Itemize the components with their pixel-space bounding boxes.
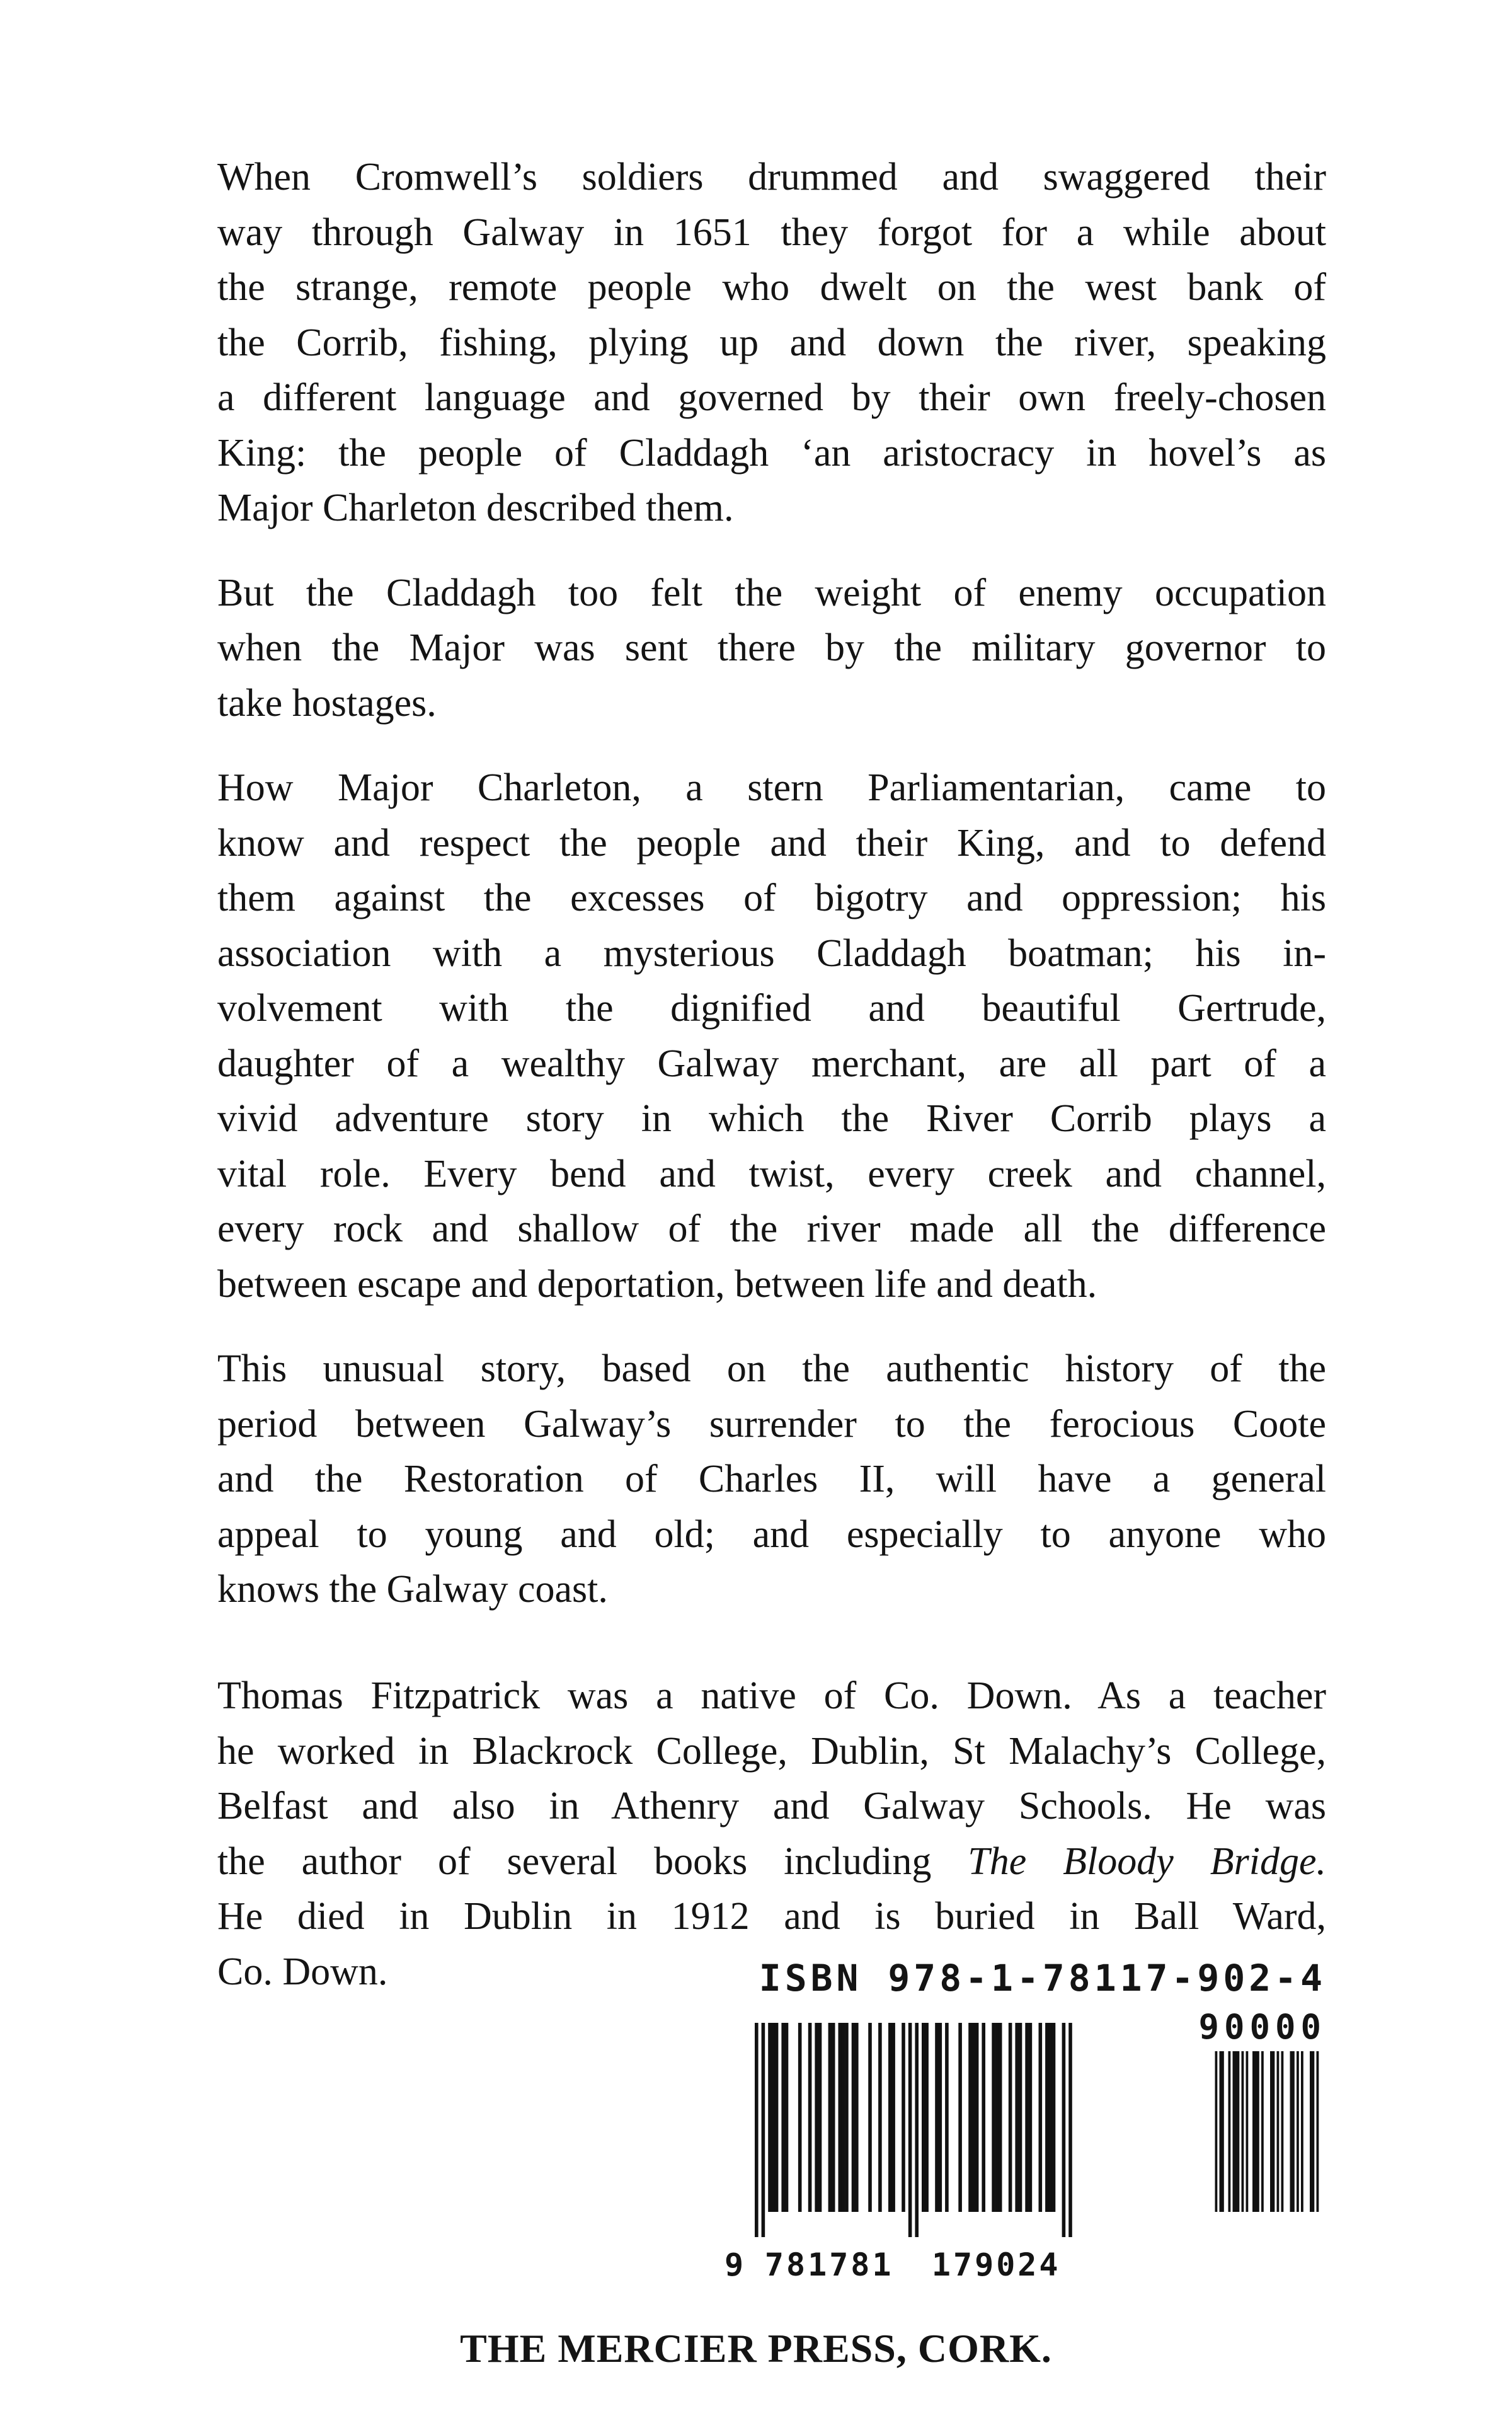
text-line: When Cromwell’s soldiers drummed and swaggered their bbox=[217, 156, 1326, 199]
addon-bar bbox=[1235, 2051, 1237, 2212]
addon-bar bbox=[1237, 2051, 1240, 2212]
barcode-bar bbox=[832, 2023, 835, 2212]
text-line: the Corrib, fishing, plying up and down the river, speaking bbox=[217, 321, 1326, 364]
barcode-bar bbox=[972, 2023, 976, 2212]
addon-bar bbox=[1261, 2051, 1264, 2212]
barcode-bar bbox=[781, 2023, 785, 2212]
text-line: But the Claddagh too felt the weight of enemy occupation bbox=[217, 571, 1326, 614]
barcode-bar bbox=[762, 2023, 765, 2237]
ean-left-digits: 781781 bbox=[764, 2247, 894, 2283]
barcode-bar bbox=[1019, 2023, 1022, 2212]
barcode-bar bbox=[1045, 2023, 1049, 2212]
text-line: every rock and shallow of the river made all the difference bbox=[217, 1207, 1326, 1250]
text-line: a different language and governed by their own freely-chosen bbox=[217, 376, 1326, 419]
barcode-bar bbox=[958, 2023, 962, 2212]
addon-bar bbox=[1277, 2051, 1280, 2212]
text-line: King: the people of Claddagh ‘an aristocracy in hovel’s as bbox=[217, 431, 1326, 475]
barcode-bar bbox=[922, 2023, 925, 2212]
barcode-bar bbox=[1048, 2023, 1052, 2212]
barcode-bar bbox=[888, 2023, 892, 2212]
back-cover-blurb bbox=[217, 150, 1326, 1647]
barcode-bar bbox=[768, 2023, 772, 2212]
barcode-bar bbox=[785, 2023, 789, 2212]
addon-bar bbox=[1281, 2051, 1284, 2212]
text-line: them against the excesses of bigotry and oppression; his bbox=[217, 877, 1326, 919]
barcode-bar bbox=[755, 2023, 759, 2237]
addon-bar bbox=[1215, 2051, 1218, 2212]
barcode-bar bbox=[982, 2023, 985, 2212]
barcode-bar bbox=[808, 2023, 812, 2212]
text-line: Belfast and also in Athenry and Galway Schools. He was bbox=[217, 1785, 1326, 1827]
barcode-bar bbox=[1062, 2023, 1066, 2237]
text-line bbox=[217, 1834, 1326, 1890]
barcode-bar bbox=[772, 2023, 776, 2212]
addon-bar bbox=[1312, 2051, 1315, 2212]
text-line: association with a mysterious Claddagh boatman; his in- bbox=[217, 931, 1326, 975]
barcode-bar bbox=[878, 2023, 882, 2212]
text-line: appeal to young and old; and especially to anyone who bbox=[217, 1512, 1326, 1556]
text-line: He died in Dublin in 1912 and is buried in Ball Ward, bbox=[217, 1895, 1326, 1938]
text-line: between escape and deportation, between life and death. bbox=[217, 1262, 1097, 1306]
text-line: take hostages. bbox=[217, 681, 437, 725]
ean-barcode bbox=[755, 2023, 1072, 2237]
text-line: way through Galway in 1651 they forgot for a while about bbox=[217, 210, 1326, 254]
barcode-bar bbox=[999, 2023, 1002, 2212]
publisher-imprint: THE MERCIER PRESS, CORK. bbox=[460, 2326, 1052, 2371]
text-line: and the Restoration of Charles II, will have a general bbox=[217, 1458, 1326, 1500]
barcode-bar bbox=[855, 2023, 859, 2212]
text-line: the strange, remote people who dwelt on the west bank of bbox=[217, 266, 1326, 309]
barcode-bar bbox=[1029, 2023, 1033, 2212]
addon-bar bbox=[1292, 2051, 1295, 2212]
addon-bar bbox=[1297, 2051, 1299, 2212]
text-line: know and respect the people and their King, and to defend bbox=[217, 821, 1326, 865]
barcode-bar bbox=[868, 2023, 872, 2212]
barcode-bar bbox=[775, 2023, 779, 2212]
ean-first-digit: 9 bbox=[724, 2247, 744, 2283]
text-line: when the Major was sent there by the military governor to bbox=[217, 626, 1326, 669]
barcode-bar bbox=[798, 2023, 802, 2212]
addon-bar bbox=[1270, 2051, 1273, 2212]
barcode-bar bbox=[915, 2023, 919, 2237]
barcode-bar bbox=[815, 2023, 818, 2212]
addon-bar bbox=[1242, 2051, 1244, 2212]
text-line: daughter of a wealthy Galway merchant, are all part of a bbox=[217, 1042, 1326, 1085]
text-line: This unusual story, based on the authentic history of the bbox=[217, 1347, 1326, 1390]
addon-bar bbox=[1310, 2051, 1312, 2212]
barcode-bar bbox=[818, 2023, 822, 2212]
barcode-bar bbox=[1015, 2023, 1019, 2212]
blurb-paragraph-2 bbox=[217, 566, 1326, 732]
price-code: 90000 bbox=[1198, 2007, 1326, 2047]
blurb-paragraph-1 bbox=[217, 150, 1326, 536]
barcode-bar bbox=[902, 2023, 905, 2212]
barcode-icon bbox=[724, 1998, 1326, 2250]
text-line: he worked in Blackrock College, Dublin, St Malachy’s College, bbox=[217, 1729, 1326, 1773]
text-line: period between Galway’s surrender to the ferocious Coote bbox=[217, 1402, 1326, 1446]
addon-bar bbox=[1220, 2051, 1222, 2212]
barcode-bar bbox=[945, 2023, 949, 2212]
barcode-bar bbox=[828, 2023, 832, 2212]
addon-bar bbox=[1246, 2051, 1249, 2212]
isbn-label: ISBN 978-1-78117-902-4 bbox=[759, 1957, 1326, 2000]
barcode-bar bbox=[1039, 2023, 1043, 2212]
blurb-paragraph-3 bbox=[217, 761, 1326, 1312]
ean-number bbox=[724, 2247, 1061, 2283]
text-line: Co. Down. bbox=[217, 1950, 388, 1993]
barcode-bar bbox=[925, 2023, 929, 2212]
barcode-bar bbox=[842, 2023, 845, 2212]
addon-bar bbox=[1228, 2051, 1231, 2212]
barcode-bar bbox=[1052, 2023, 1056, 2212]
barcode-bar bbox=[968, 2023, 972, 2212]
text-line: knows the Galway coast. bbox=[217, 1568, 608, 1611]
barcode-bar bbox=[935, 2023, 939, 2212]
addon-bar bbox=[1273, 2051, 1275, 2212]
ean-right-digits: 179024 bbox=[931, 2247, 1061, 2283]
text-line: Major Charleton described them. bbox=[217, 486, 734, 529]
barcode-bar bbox=[1009, 2023, 1012, 2212]
addon-bar bbox=[1257, 2051, 1259, 2212]
barcode-bar bbox=[995, 2023, 999, 2212]
barcode-bar bbox=[852, 2023, 856, 2212]
barcode-bar bbox=[939, 2023, 942, 2212]
text-line: vital role. Every bend and twist, every creek and channel, bbox=[217, 1152, 1326, 1195]
text-line: How Major Charleton, a stern Parliamentarian, came to bbox=[217, 766, 1326, 809]
barcode-bar bbox=[891, 2023, 895, 2212]
addon-barcode bbox=[1215, 2051, 1319, 2212]
barcode-bar bbox=[845, 2023, 849, 2212]
text-line: volvement with the dignified and beautiful Gertrude, bbox=[217, 987, 1326, 1030]
bio-text: the author of several books including bbox=[217, 1839, 968, 1883]
text-line: Thomas Fitzpatrick was a native of Co. Down. As a teacher bbox=[217, 1674, 1326, 1717]
addon-bar bbox=[1255, 2051, 1257, 2212]
barcode-bar bbox=[1068, 2023, 1072, 2237]
book-title: The Bloody Bridge. bbox=[968, 1839, 1326, 1883]
barcode-bar bbox=[908, 2023, 912, 2237]
barcode-bar bbox=[839, 2023, 842, 2212]
addon-bar bbox=[1222, 2051, 1224, 2212]
addon-bar bbox=[1301, 2051, 1303, 2212]
addon-bar bbox=[1317, 2051, 1319, 2212]
barcode-bar bbox=[992, 2023, 995, 2212]
addon-bar bbox=[1290, 2051, 1293, 2212]
addon-bar bbox=[1252, 2051, 1255, 2212]
barcode-bar bbox=[975, 2023, 979, 2212]
blurb-paragraph-4 bbox=[217, 1342, 1326, 1618]
barcode-bar bbox=[1025, 2023, 1029, 2212]
text-line: vivid adventure story in which the River Corrib plays a bbox=[217, 1097, 1326, 1140]
addon-bar bbox=[1233, 2051, 1235, 2212]
author-bio bbox=[217, 1669, 1326, 2000]
